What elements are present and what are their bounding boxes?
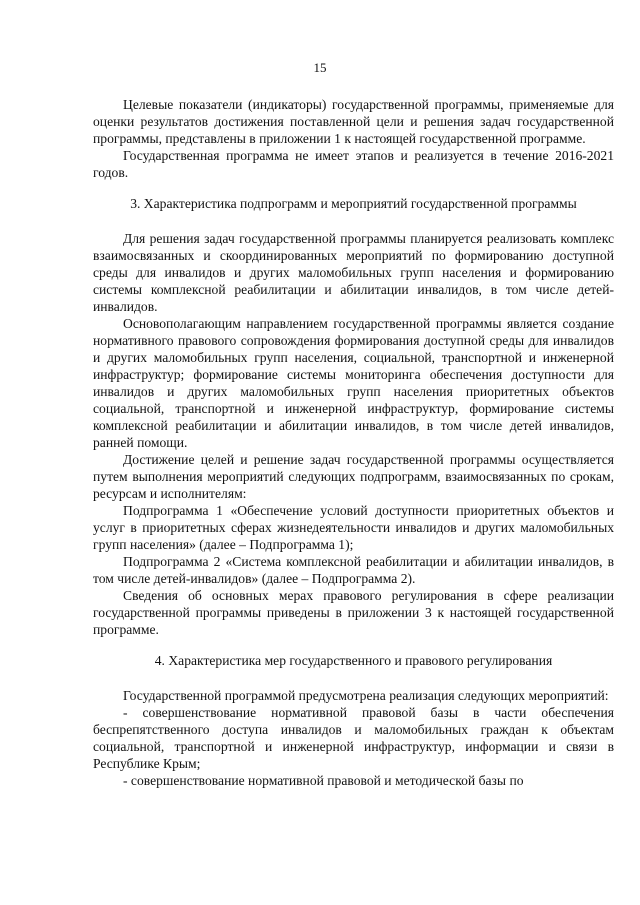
section-heading-4: 4. Характеристика мер государственного и правового регулирования — [154, 653, 553, 668]
paragraph-main-direction: Основополагающим направлением государственной программы является создание нормативного правового сопровождения формирования доступной среды для инвалидов и других маломобильных групп населения, социальной, транспортной и инженерной инфраструктур; формирование системы мониторинга обеспечения доступности для инвалидов и других маломобильных групп населения приоритетных объектов социальной, транспортной и инженерной инфраструктур, формирование системы комплексной реабилитации и абилитации инвалидов, в том числе детей инвалидов, ранней помощи. — [93, 316, 614, 450]
paragraph-subprogram-2: Подпрограмма 2 «Система комплексной реабилитации и абилитации инвалидов, в том числе детей-инвалидов» (далее – Подпрограмма 2). — [93, 554, 614, 586]
paragraph-stages: Государственная программа не имеет этапов и реализуется в течение 2016-2021 годов. — [93, 148, 614, 180]
paragraph-complex-measures: Для решения задач государственной программы планируется реализовать комплекс взаимосвязанных и скоординированных мероприятий по формированию доступной среды для инвалидов и других маломобильных групп населения и формированию системы комплексной реабилитации и абилитации инвалидов, в том числе детей-инвалидов. — [93, 231, 614, 314]
bullet-item-1: - совершенствование нормативной правовой базы в части обеспечения беспрепятственного доступа инвалидов и маломобильных граждан к объектам социальной, транспортной и инженерной инфраструктур, информации и связи в Республике Крым; — [93, 705, 614, 771]
paragraph-achievement: Достижение целей и решение задач государственной программы осуществляется путем выполнения мероприятий следующих подпрограмм, взаимосвязанных по срокам, ресурсам и исполнителям: — [93, 452, 614, 501]
document-body — [93, 96, 614, 789]
page-number: 15 — [313, 60, 327, 75]
section-heading-3: 3. Характеристика подпрограмм и мероприятий государственной программы — [130, 196, 577, 211]
paragraph-indicators: Целевые показатели (индикаторы) государственной программы, применяемые для оценки результатов достижения поставленной цели и решения задач государственной программы, представлены в приложении 1 к настоящей государственной программе. — [93, 97, 614, 146]
paragraph-legal-measures: Сведения об основных мерах правового регулирования в сфере реализации государственной программы приведены в приложении 3 к настоящей государственной программе. — [93, 588, 614, 637]
bullet-item-2: - совершенствование нормативной правовой и методической базы по — [123, 773, 524, 788]
paragraph-subprogram-1: Подпрограмма 1 «Обеспечение условий доступности приоритетных объектов и услуг в приоритетных сферах жизнедеятельности инвалидов и других маломобильных групп населения» (далее – Подпрограмма 1); — [93, 503, 614, 552]
paragraph-events-intro: Государственной программой предусмотрена реализация следующих мероприятий: — [123, 688, 609, 703]
